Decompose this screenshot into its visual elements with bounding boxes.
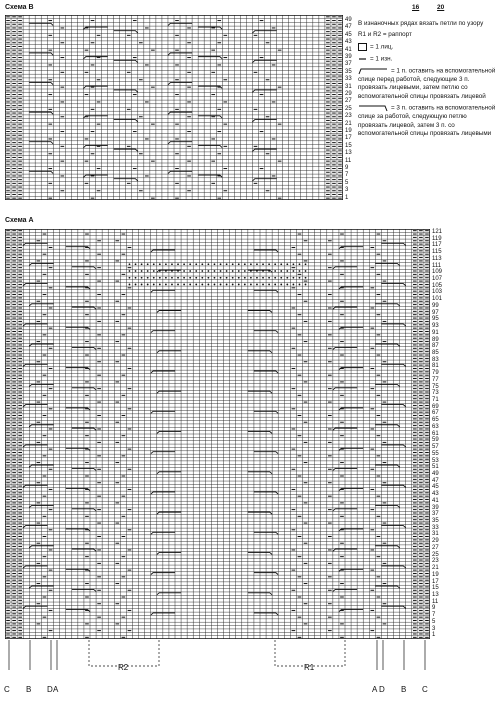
label-r1: R1 xyxy=(304,663,315,672)
row-number: 45 xyxy=(432,484,439,491)
row-number: 21 xyxy=(345,120,352,127)
row-number: 107 xyxy=(432,276,443,283)
legend-cable-left: = 1 п. оставить на вспомогательной спице перед работой, следующие 3 п. провязать лицевыми, затем петлю со вспомогательной спицы провязать лицевой xyxy=(358,67,496,100)
row-number: 81 xyxy=(432,363,439,370)
row-number: 33 xyxy=(432,524,439,531)
row-number: 31 xyxy=(345,83,352,90)
row-number: 39 xyxy=(432,504,439,511)
row-number: 11 xyxy=(432,598,439,605)
row-number: 59 xyxy=(432,437,439,444)
row-number: 103 xyxy=(432,289,443,296)
row-number: 33 xyxy=(345,76,352,83)
row-number: 57 xyxy=(432,444,439,451)
row-number: 97 xyxy=(432,309,439,316)
legend-purl: = 1 изн. xyxy=(358,55,498,64)
row-number: 89 xyxy=(432,336,439,343)
row-number: 91 xyxy=(432,329,439,336)
top-number-2: 20 xyxy=(437,4,445,11)
row-number: 109 xyxy=(432,269,443,276)
row-number: 45 xyxy=(345,31,352,38)
row-number: 1 xyxy=(432,632,436,639)
row-number: 23 xyxy=(345,113,352,120)
row-number: 35 xyxy=(345,68,352,75)
row-number: 51 xyxy=(432,464,439,471)
legend-note: В изнаночных рядах вязать петли по узору xyxy=(358,20,484,27)
row-number: 5 xyxy=(432,618,436,625)
row-number: 93 xyxy=(432,323,439,330)
row-number: 65 xyxy=(432,417,439,424)
legend-cable-right: = 3 п. оставить на вспомогательной спице за работой, следующую петлю провязать лицевой, затем 3 п. со вспомогательной спицы провязать лицевыми xyxy=(358,104,496,138)
row-number: 37 xyxy=(432,511,439,518)
row-number: 119 xyxy=(432,235,442,242)
row-number: 69 xyxy=(432,403,439,410)
row-number: 15 xyxy=(432,585,439,592)
row-number: 55 xyxy=(432,450,439,457)
row-number: 17 xyxy=(432,578,439,585)
label-c-right: C xyxy=(422,685,428,694)
knit-symbol-icon xyxy=(358,43,367,51)
row-number: 25 xyxy=(432,551,439,558)
row-number: 41 xyxy=(432,497,439,504)
purl-symbol-icon xyxy=(358,55,367,63)
row-number: 73 xyxy=(432,390,439,397)
row-number: 1 xyxy=(345,194,349,201)
row-number: 63 xyxy=(432,423,439,430)
row-number: 41 xyxy=(345,46,352,53)
row-number: 67 xyxy=(432,410,439,417)
row-number: 111 xyxy=(432,262,442,269)
label-a-left: A xyxy=(53,685,59,694)
row-number: 77 xyxy=(432,376,439,383)
row-number: 53 xyxy=(432,457,439,464)
cable-left-symbol-icon xyxy=(358,67,388,75)
scheme-a-grid xyxy=(5,229,430,639)
row-number: 39 xyxy=(345,54,352,60)
row-number: 87 xyxy=(432,343,439,350)
label-d-left: D xyxy=(47,685,53,694)
row-number: 61 xyxy=(432,430,439,437)
row-number: 17 xyxy=(345,135,352,142)
row-number: 49 xyxy=(432,470,439,477)
row-number: 71 xyxy=(432,397,439,404)
row-number: 9 xyxy=(432,605,436,612)
row-number: 95 xyxy=(432,316,439,323)
row-number: 27 xyxy=(345,98,352,105)
row-number: 105 xyxy=(432,282,443,289)
legend xyxy=(358,20,498,142)
row-number: 49 xyxy=(345,17,352,23)
row-number: 13 xyxy=(432,591,439,598)
label-r2: R2 xyxy=(118,663,129,672)
row-number: 23 xyxy=(432,558,439,565)
scheme-a-title: Схема А xyxy=(5,217,34,224)
row-number: 79 xyxy=(432,370,439,377)
row-number: 13 xyxy=(345,150,352,157)
row-number: 47 xyxy=(345,24,352,31)
top-number-1: 16 xyxy=(412,4,420,11)
scheme-b-title: Схема В xyxy=(5,4,34,11)
row-number: 29 xyxy=(432,538,439,545)
row-number: 15 xyxy=(345,142,352,149)
row-number: 83 xyxy=(432,356,439,363)
row-number: 43 xyxy=(432,491,439,498)
row-number: 9 xyxy=(345,165,349,171)
row-number: 21 xyxy=(432,565,439,572)
row-number: 35 xyxy=(432,518,439,525)
label-b-left: B xyxy=(26,685,32,694)
label-b-right: B xyxy=(401,685,407,694)
row-number: 19 xyxy=(345,128,352,134)
label-d-right: D xyxy=(379,685,385,694)
row-number: 3 xyxy=(432,625,436,632)
row-number: 7 xyxy=(432,612,436,619)
label-c-left: C xyxy=(4,685,10,694)
row-number: 121 xyxy=(432,229,443,235)
row-number: 113 xyxy=(432,255,442,262)
scheme-b-grid xyxy=(5,15,343,200)
row-number: 19 xyxy=(432,571,439,578)
cable-right-symbol-icon xyxy=(358,104,388,112)
row-number: 101 xyxy=(432,296,443,303)
row-number: 3 xyxy=(345,187,349,194)
row-number: 75 xyxy=(432,383,439,390)
row-number: 25 xyxy=(345,105,352,112)
row-number: 7 xyxy=(345,172,349,179)
row-number: 43 xyxy=(345,39,352,46)
repeat-brackets xyxy=(5,640,430,685)
legend-knit: = 1 лиц. xyxy=(358,43,498,52)
legend-repeat: R1 и R2 = раппорт xyxy=(358,31,412,39)
row-number: 29 xyxy=(345,91,352,97)
row-number: 27 xyxy=(432,544,439,551)
row-number: 47 xyxy=(432,477,439,484)
row-number: 5 xyxy=(345,179,349,186)
row-number: 115 xyxy=(432,249,442,256)
row-number: 37 xyxy=(345,61,352,68)
top-numbers xyxy=(412,4,444,11)
row-number: 99 xyxy=(432,302,439,309)
row-number: 85 xyxy=(432,349,439,356)
row-number: 31 xyxy=(432,531,439,538)
row-number: 11 xyxy=(345,157,352,164)
row-number: 117 xyxy=(432,242,442,249)
label-a-right: A xyxy=(372,685,378,694)
